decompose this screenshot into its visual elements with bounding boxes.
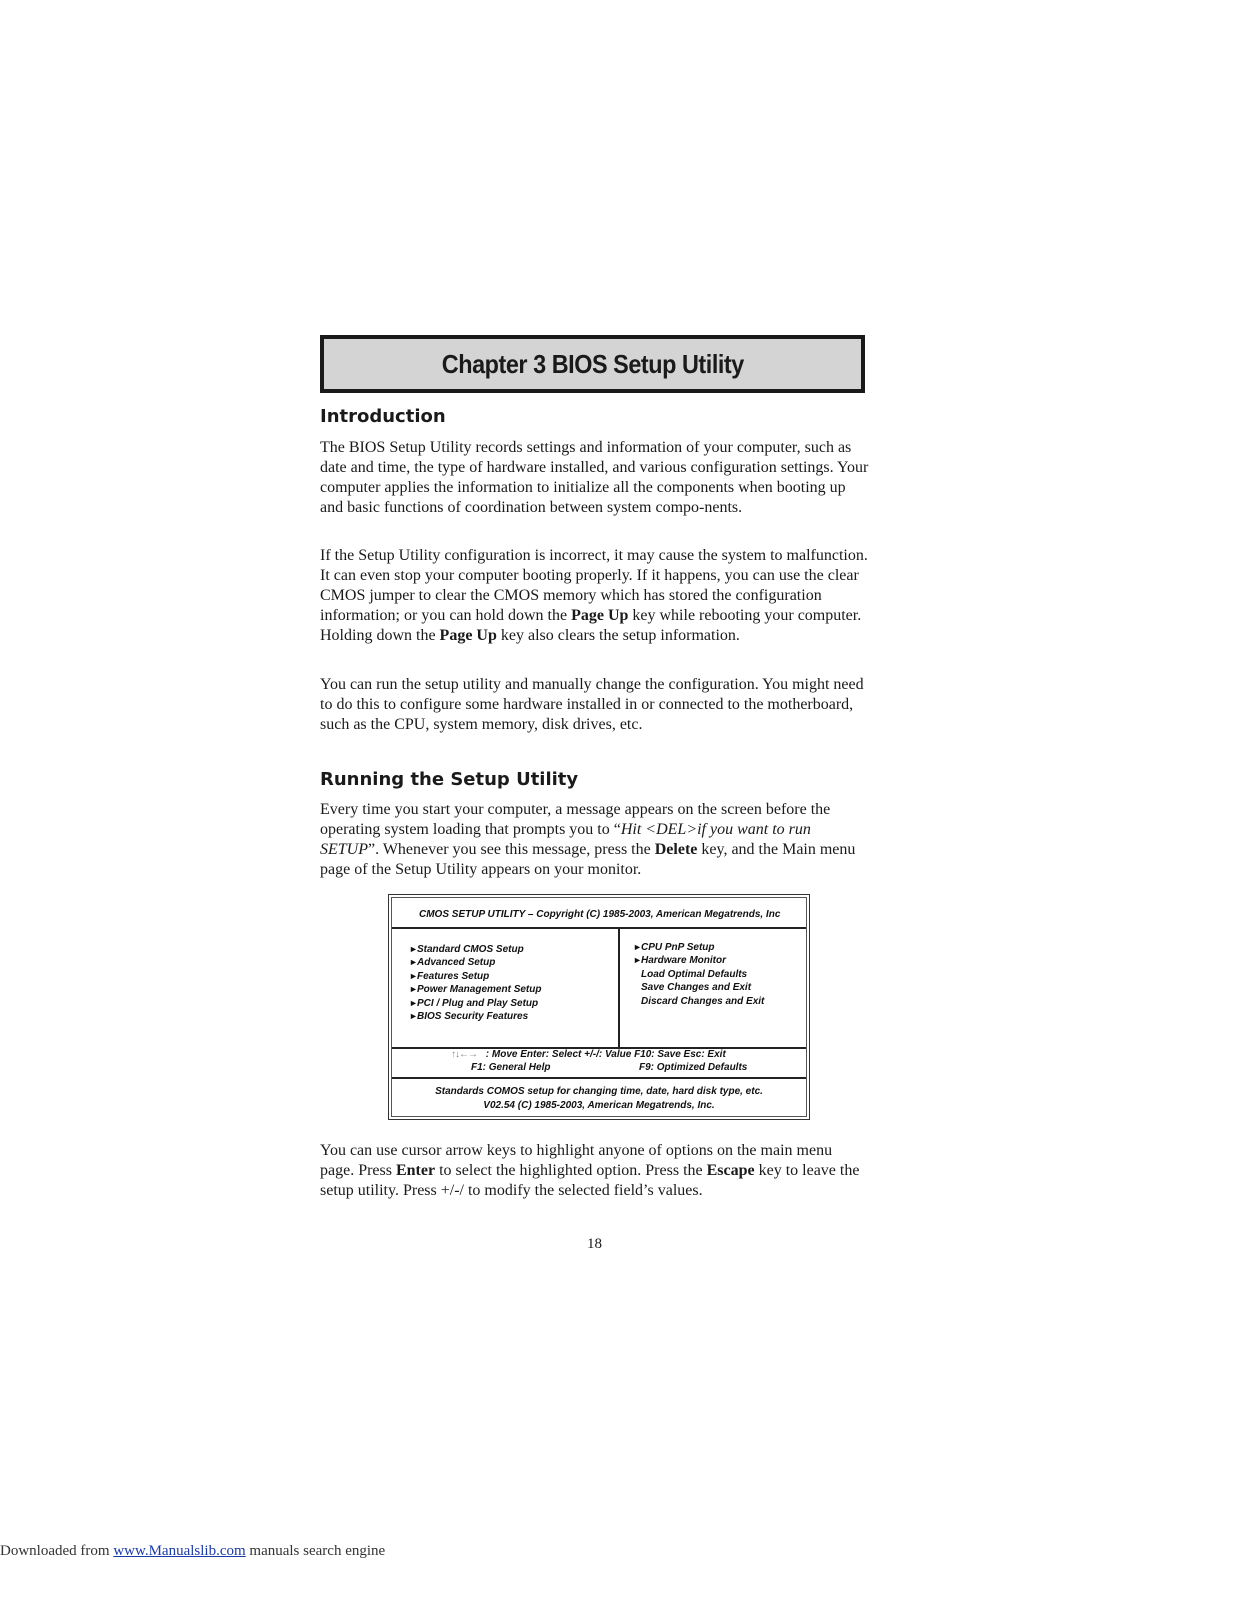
bios-menu-item[interactable]: ►BIOS Security Features: [409, 1010, 529, 1022]
intro-heading: Introduction: [320, 406, 446, 427]
bios-menu-item[interactable]: Discard Changes and Exit: [641, 995, 765, 1007]
bios-divider: [392, 927, 806, 929]
manualslib-link[interactable]: www.Manualslib.com: [113, 1543, 246, 1559]
submenu-arrow-icon: ►: [409, 970, 418, 981]
submenu-arrow-icon: ►: [409, 997, 418, 1008]
bios-menu-item[interactable]: Save Changes and Exit: [641, 982, 752, 994]
intro-paragraph-3: You can run the setup utility and manually change the configuration. You might need to do this to configure some hardware installed in or connected to the motherboard, such as the CPU, system memory, disk drives, etc.: [320, 676, 864, 733]
download-footer: Downloaded from www.Manualslib.com manuals search engine: [0, 1543, 386, 1559]
bios-left-menu: [409, 943, 541, 1023]
bios-menu-item[interactable]: ►Hardware Monitor: [633, 955, 727, 967]
bios-menu-item[interactable]: ►PCI / Plug and Play Setup: [409, 997, 539, 1009]
submenu-arrow-icon: ►: [409, 984, 418, 995]
bios-column-divider: [618, 929, 620, 1047]
bios-right-menu: [633, 941, 764, 1008]
key-legend-help: F1: General Help: [471, 1062, 551, 1073]
bios-setup-screenshot: [388, 894, 810, 1120]
running-paragraph-2: You can use cursor arrow keys to highlight anyone of options on the main menu page. Press Enter to select the highlighted option. Press the Escape key to leave the setup utility. Press +/-/ to modify the selected field’s values.: [320, 1142, 860, 1199]
bios-title: CMOS SETUP UTILITY – Copyright (C) 1985-2003, American Megatrends, Inc: [419, 909, 781, 920]
submenu-arrow-icon: ►: [633, 942, 642, 952]
bios-menu-item[interactable]: ►Features Setup: [409, 970, 490, 982]
bios-footer: [389, 1085, 809, 1113]
key-legend-line-1: : Move Enter: Select +/-/: Value F10: Save Esc: Exit: [485, 1049, 726, 1060]
bios-menu-item[interactable]: ►Power Management Setup: [409, 984, 542, 996]
key-legend-defaults: F9: Optimized Defaults: [639, 1062, 748, 1073]
submenu-arrow-icon: ►: [409, 957, 418, 968]
bios-menu-item[interactable]: ►Advanced Setup: [409, 957, 496, 969]
bios-version-text: V02.54 (C) 1985-2003, American Megatrends, Inc.: [483, 1100, 715, 1111]
submenu-arrow-icon: ►: [409, 1010, 418, 1021]
submenu-arrow-icon: ►: [409, 944, 418, 954]
chapter-title-box: [320, 335, 865, 393]
intro-paragraph-1: The BIOS Setup Utility records settings and information of your computer, such as date and time, the type of hardware installed, and various configuration settings. Your computer applies the information to initialize all the components when booting up and basic functions of coordination between system compo-nents.: [320, 439, 869, 516]
bios-menu-item[interactable]: ►CPU PnP Setup: [633, 942, 715, 953]
submenu-arrow-icon: ►: [633, 955, 642, 966]
arrow-keys-icon: ↑↓←→: [451, 1049, 477, 1060]
bios-divider: [392, 1077, 806, 1079]
intro-paragraph-2: If the Setup Utility configuration is incorrect, it may cause the system to malfunction. It can even stop your computer booting properly. If it happens, you can use the clear CMOS jumper to clear the CMOS memory which has stored the configuration information; or you can hold down the Page Up key while rebooting your computer. Holding down the Page Up key also clears the setup information.: [320, 547, 868, 644]
chapter-title: Chapter 3 BIOS Setup Utility: [441, 348, 744, 379]
running-paragraph-1: Every time you start your computer, a message appears on the screen before the operating system loading that prompts you to “Hit <DEL>if you want to run SETUP”. Whenever you see this message, press the Delete key, and the Main menu page of the Setup Utility appears on your monitor.: [320, 801, 856, 878]
bios-help-text: Standards COMOS setup for changing time, date, hard disk type, etc.: [435, 1086, 763, 1097]
bios-menu-item[interactable]: ►Standard CMOS Setup: [409, 944, 524, 955]
page-number: 18: [587, 1236, 602, 1252]
bios-menu-item[interactable]: Load Optimal Defaults: [641, 968, 748, 980]
running-heading: Running the Setup Utility: [320, 769, 579, 790]
